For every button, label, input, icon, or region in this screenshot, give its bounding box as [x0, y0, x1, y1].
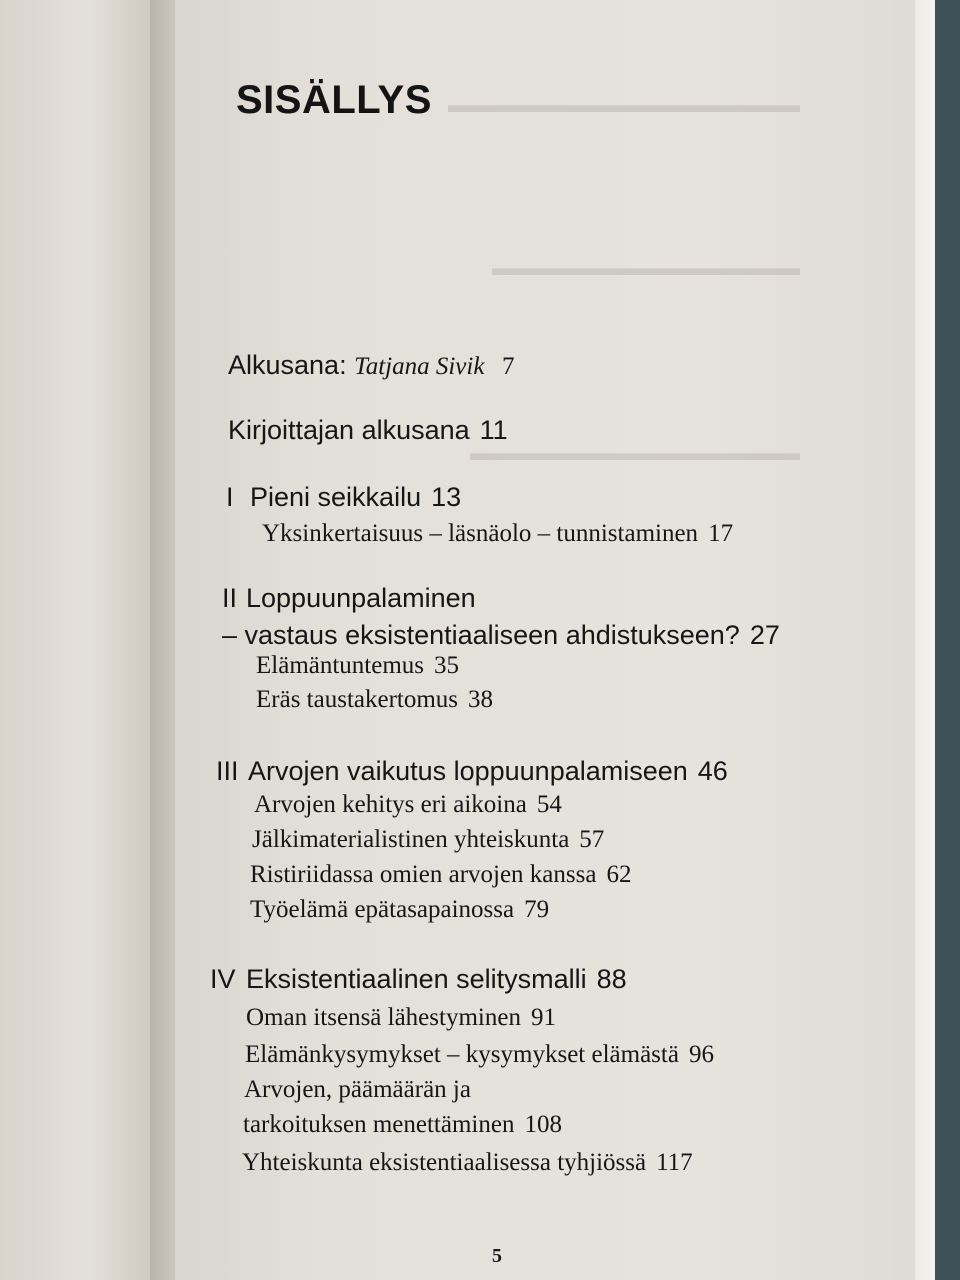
toc-subentry: [252, 826, 604, 854]
show-through-line: ▬▬▬▬▬▬▬▬▬▬▬▬▬▬▬▬: [448, 92, 800, 117]
chapter-title: Pieni seikkailu: [250, 482, 422, 512]
chapter-page: 13: [431, 482, 462, 512]
subentry-page: 96: [688, 1041, 714, 1068]
subentry-title: Eräs taustakertomus: [256, 686, 459, 713]
toc-title: SISÄLLYS: [236, 78, 432, 122]
toc-chapter-heading: [216, 756, 728, 787]
preface-label: Alkusana:: [228, 350, 347, 380]
chapter-roman: I: [226, 482, 234, 512]
chapter-roman: III: [216, 756, 239, 786]
subentry-page: 57: [579, 826, 605, 853]
toc-chapter-heading: [226, 482, 461, 513]
subentry-page: 79: [524, 896, 550, 923]
subentry-title: Arvojen kehitys eri aikoina: [254, 791, 527, 818]
chapter-roman: IV: [210, 964, 236, 994]
chapter-title: Arvojen vaikutus loppuunpalamiseen: [248, 756, 688, 786]
left-book-page: [0, 0, 150, 1280]
toc-chapter-heading: [210, 964, 627, 995]
subentry-page: 35: [434, 652, 460, 679]
page-number: 5: [492, 1245, 502, 1267]
subentry-title: Työelämä epätasapainossa: [250, 896, 515, 923]
chapter-title: Eksistentiaalinen selitysmalli: [246, 964, 587, 994]
subentry-title: Yhteiskunta eksistentiaalisessa tyhjiössä: [242, 1149, 647, 1176]
toc-subentry: [246, 1004, 556, 1032]
subentry-title: Ristiriidassa omien arvojen kanssa: [250, 861, 597, 888]
preface-page: 7: [501, 353, 515, 380]
page-edge: [915, 0, 935, 1280]
subentry-page: 108: [524, 1111, 562, 1138]
subentry-page: 62: [606, 861, 632, 888]
subentry-page: 54: [536, 791, 562, 818]
chapter-title: Loppuunpalaminen: [246, 583, 476, 613]
chapter-roman: II: [222, 583, 238, 613]
subentry-page: 17: [708, 520, 734, 547]
toc-chapter-heading: [222, 583, 476, 614]
author-preface-label: Kirjoittajan alkusana: [228, 415, 470, 445]
author-preface-page: 11: [479, 415, 508, 445]
toc-chapter-heading-continued: [222, 620, 780, 651]
chapter-page: 46: [697, 756, 728, 786]
subentry-title: tarkoituksen menettäminen: [243, 1111, 515, 1138]
toc-subentry: [262, 520, 733, 548]
subentry-title: Yksinkertaisuus – läsnäolo – tunnistaminen: [262, 520, 699, 547]
chapter-title-continued: – vastaus eksistentiaaliseen ahdistukseen?: [222, 620, 740, 650]
subentry-title: Jälkimaterialistinen yhteiskunta: [252, 826, 570, 853]
subentry-page: 117: [656, 1149, 693, 1176]
chapter-page: 88: [596, 964, 627, 994]
toc-subentry: [256, 686, 493, 714]
toc-subentry: [250, 896, 549, 924]
toc-subentry: [244, 1076, 471, 1104]
toc-entry-preface: [228, 350, 514, 381]
toc-subentry: [245, 1041, 714, 1069]
toc-subentry: [256, 652, 459, 680]
toc-entry-author-preface: [228, 415, 508, 446]
subentry-page: 38: [468, 686, 494, 713]
subentry-title: Elämänkysymykset – kysymykset elämästä: [245, 1041, 679, 1068]
chapter-page: 27: [749, 620, 780, 650]
show-through-line: ▬▬▬▬▬▬▬▬▬▬▬▬▬▬: [492, 255, 800, 280]
toc-subentry: [242, 1149, 693, 1177]
toc-subentry: [254, 791, 562, 819]
toc-subentry: [250, 861, 631, 889]
preface-author: Tatjana Sivik: [354, 353, 485, 380]
subentry-title: Oman itsensä lähestyminen: [246, 1004, 521, 1031]
subentry-title: Arvojen, päämäärän ja: [244, 1076, 471, 1103]
subentry-page: 91: [530, 1004, 556, 1031]
subentry-title: Elämäntuntemus: [256, 652, 425, 679]
show-through-line: ▬▬▬▬▬▬▬▬▬▬▬▬▬▬▬: [470, 440, 800, 465]
toc-subentry: [243, 1111, 562, 1139]
